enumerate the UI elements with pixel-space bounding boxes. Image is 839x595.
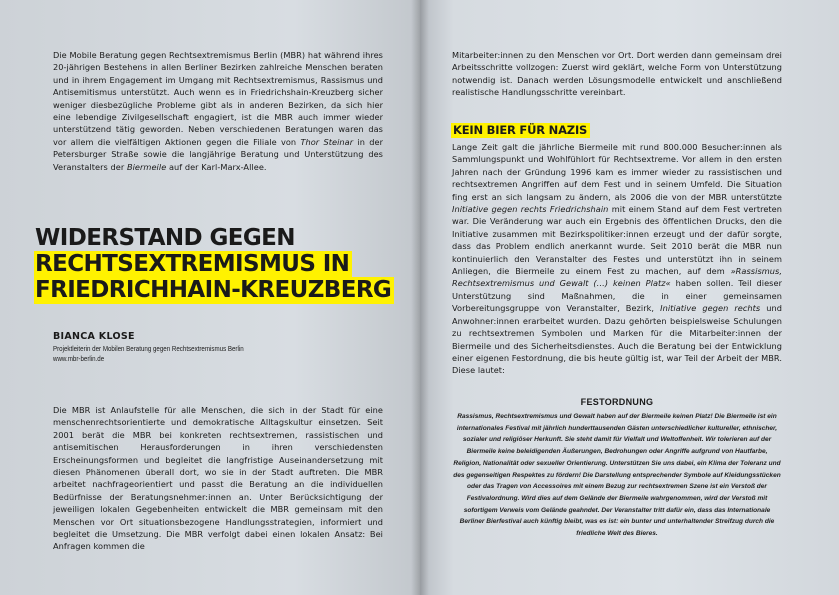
page-gutter	[411, 0, 429, 595]
section-paragraph: Lange Zeit galt die jährliche Biermeile mit rund 800.000 Besucher:innen als Sammlungspunkt und Wohlfühlort für Rechtsextreme. Vor allem in den ersten Jahren nach der Gründung 1996 kam es immer wieder zu rassistischen und rechtsextremen Angriffen auf dem Fest und in seinem Umfeld. Die Situation fing erst an sich langsam zu ändern, als 2006 die von der MBR unterstützte Initiative gegen rechts Friedrichshain mit einem Stand auf dem Fest vertreten war. Die Veränderung war auch ein Ergebnis des öffentlichen Drucks, den die Initiative zusammen mit Bezirkspolitiker:innen erzeugt und der dafür sorgte, dass das Problem endlich anerkannt wurde. Seit 2010 berät die MBR nun kontinuierlich den Veranstalter des Festes und unterstützt ihn in seinem Anliegen, die Biermeile zu einem Fest zu machen, auf dem »Rassismus, Rechtsextremismus und Gewalt (…) keinen Platz« haben sollen. Teil dieser Unterstützung sind Maßnahmen, die in einer gemeinsamen Vorbereitungsgruppe von Veranstalter, Bezirk, Initiative gegen rechts und Anwohner:innen erarbeitet wurden. Dazu gehörten beispielsweise Schulungen zu rechtsextremen Symbolen und Marken für die Mitarbeiter:innen der Biermeile und des Sicherheitsdienstes. Auch die Beratung bei der Entwicklung einer eigenen Festordnung, die bis heute gültig ist, war Teil der Arbeit der MBR. Diese lautet:	[452, 142, 783, 376]
article-headline	[34, 225, 394, 303]
continuation-paragraph: Mitarbeiter:innen zu den Menschen vor Ort. Dort werden dann gemeinsam drei Arbeitsschritte vollzogen: Zuerst wird geklärt, welche Form von Unterstützung notwendig ist. Danach werden Lösungsmodelle entwickelt und anschließend realistische Handlungsschritte vereinbart.	[452, 50, 782, 98]
festordnung-text: Rassismus, Rechtsextremismus und Gewalt haben auf der Biermeile keinen Platz! Die Biermeile ist ein internationales Festival mit jährlich hunderttausenden Gästen unterschiedlicher kultureller, ethnischer, sozialer und religiöser Herkunft. Sie steht damit für Vielfalt und Weltoffenheit. Wir tolerieren auf der Biermeile keine beleidigenden Äußerungen, Bedrohungen oder Angriffe aufgrund von Hautfarbe, Religion, Nationalität oder sexueller Orientierung. Unterstützen Sie uns dabei, ein Klima der Toleranz und des gegenseitigen Respektes zu fördern! Die Darstellung entsprechender Symbole auf Kleidungsstücken oder das Tragen von Accessoires mit einem Bezug zur rechtsextremen Szene ist ein Verstoß der Festivalordnung. Wird dies auf dem Gelände der Biermeile wahrgenommen, wird der Verstoß mit sofortigem Verweis vom Gelände geahndet. Der Veranstalter tritt dafür ein, dass das Internationale Berliner Bierfestival auch künftig bleibt, was es ist: ein bunter und unterhaltender Streifzug durch die friedliche Welt des Bieres.	[453, 413, 781, 538]
festordnung-title: FESTORDNUNG	[580, 397, 654, 407]
author-name: BIANCA KLOSE	[53, 331, 135, 342]
section-title: KEIN BIER FÜR NAZIS	[451, 123, 590, 137]
author-url[interactable]: www.mbr-berlin.de	[53, 354, 105, 363]
intro-paragraph: Die Mobile Beratung gegen Rechtsextremismus Berlin (MBR) hat während ihres 20-jährigen Bestehens in allen Berliner Bezirken zahlreiche Menschen beraten und in ihrem Engagement im Umgang mit Rechtsextremismus, Rassismus und Antisemitismus unterstützt. Auch wenn es in Friedrichshain-Kreuzberg sicher weniger diesbezügliche Probleme gibt als in anderen Bezirken, da sich hier eine lebendige Zivilgesellschaft engagiert, ist die MBR auch immer wieder unterstützend tätig geworden. Neben verschiedenen Beratungen waren das vor allem die vielfältigen Aktionen gegen die Filiale von Thor Steinar in der Petersburger Straße sowie die langjährige Beratung und Unterstützung des Veranstalters der Biermeile auf der Karl-Marx-Allee.	[53, 50, 384, 172]
headline-line-2: RECHTSEXTREMISMUS IN	[34, 251, 394, 277]
author-role: Projektleiterin der Mobilen Beratung gegen Rechtsextremismus Berlin	[53, 344, 244, 353]
body-paragraph-left: Die MBR ist Anlaufstelle für alle Menschen, die sich in der Stadt für eine menschenrechtsorientierte und demokratische Alltagskultur einsetzen. Seit 2001 berät die MBR bei konkreten rechtsextremen, rassistischen und antisemitischen Herausforderungen in ihren verschiedensten Erscheinungsformen und begleitet die langfristige Auseinandersetzung mit diesen Phänomenen überall dort, wo sie in der Stadt auftreten. Die MBR arbeitet nachfrageorientiert und passt die Beratung an die individuellen Bedürfnisse der Beratungsnehmer:innen an. Unter Berücksichtigung der jeweiligen lokalen Gegebenheiten entwickelt die MBR gemeinsam mit den Menschen vor Ort situationsbezogene Handlungsstrategien, informiert und begleitet die Umsetzung. Die MBR verfolgt dabei einen lokalen Ansatz: Bei Anfragen kommen die	[53, 405, 383, 552]
headline-line-1: WIDERSTAND GEGEN	[35, 225, 295, 251]
headline-line-3: FRIEDRICHHAIN-KREUZBERG	[34, 277, 394, 303]
